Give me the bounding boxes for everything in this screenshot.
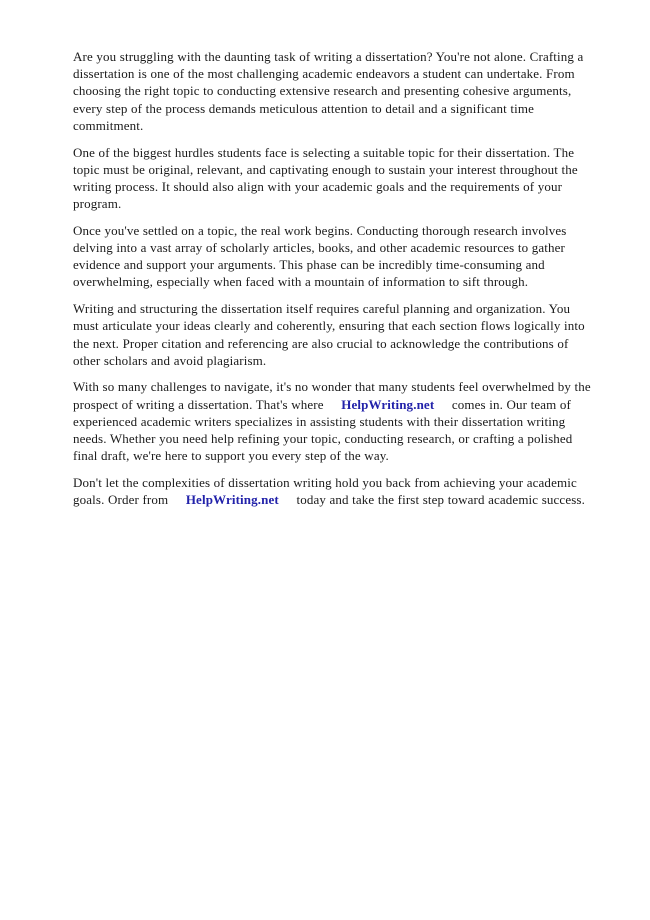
paragraph-intro: Are you struggling with the daunting task of writing a dissertation? You're not alone. Crafting a dissertation is one of the most challenging academic endeavors a student can undertake. From choosing the right topic to conducting extensive research and presenting cohesive arguments, every step of the process demands meticulous attention to detail and a significant time commitment. (73, 49, 584, 133)
link-trailing-space (434, 397, 452, 412)
paragraph-service-pitch-text-after: comes in. Our team of experienced academic writers specializes in assisting students with their dissertation writing needs. Whether you need help refining your topic, conducting research, or crafting a polished final draft, we're here to support you every step of the way. (73, 396, 573, 464)
link-leading-space (168, 492, 186, 507)
paragraph-call-to-action-text-after: today and take the first step toward academic success. (296, 492, 585, 508)
paragraph-call-to-action-text-before: Don't let the complexities of dissertation writing hold you back from achieving your academic goals. Order from (73, 474, 577, 508)
helpwriting-link-secondary[interactable]: HelpWriting.net (185, 492, 279, 508)
paragraph-service-pitch (73, 378, 597, 464)
paragraph-research: Once you've settled on a topic, the real work begins. Conducting thorough research involves delving into a vast array of scholarly articles, books, and other academic resources to gather evidence and support your arguments. This phase can be incredibly time-consuming and overwhelming, especially when faced with a mountain of information to sift through. (73, 222, 567, 290)
link-leading-space (324, 397, 342, 412)
paragraph-call-to-action (73, 474, 597, 508)
helpwriting-link-primary[interactable]: HelpWriting.net (341, 396, 435, 412)
paragraph-service-pitch-text-before: With so many challenges to navigate, it's no wonder that many students feel overwhelmed by the prospect of writing a dissertation. That's where (73, 379, 591, 412)
link-trailing-space (279, 492, 297, 507)
document-text-body (73, 48, 597, 508)
paragraph-writing-structure: Writing and structuring the dissertation itself requires careful planning and organization. You must articulate your ideas clearly and coherently, ensuring that each section flows logically into the next. Proper citation and referencing are also crucial to acknowledge the contributions of other scholars and avoid plagiarism. (73, 301, 585, 368)
paragraph-topic-selection: One of the biggest hurdles students face is selecting a suitable topic for their dissertation. The topic must be original, relevant, and captivating enough to sustain your interest throughout the writing process. It should also align with your academic goals and the requirements of your program. (73, 144, 578, 212)
